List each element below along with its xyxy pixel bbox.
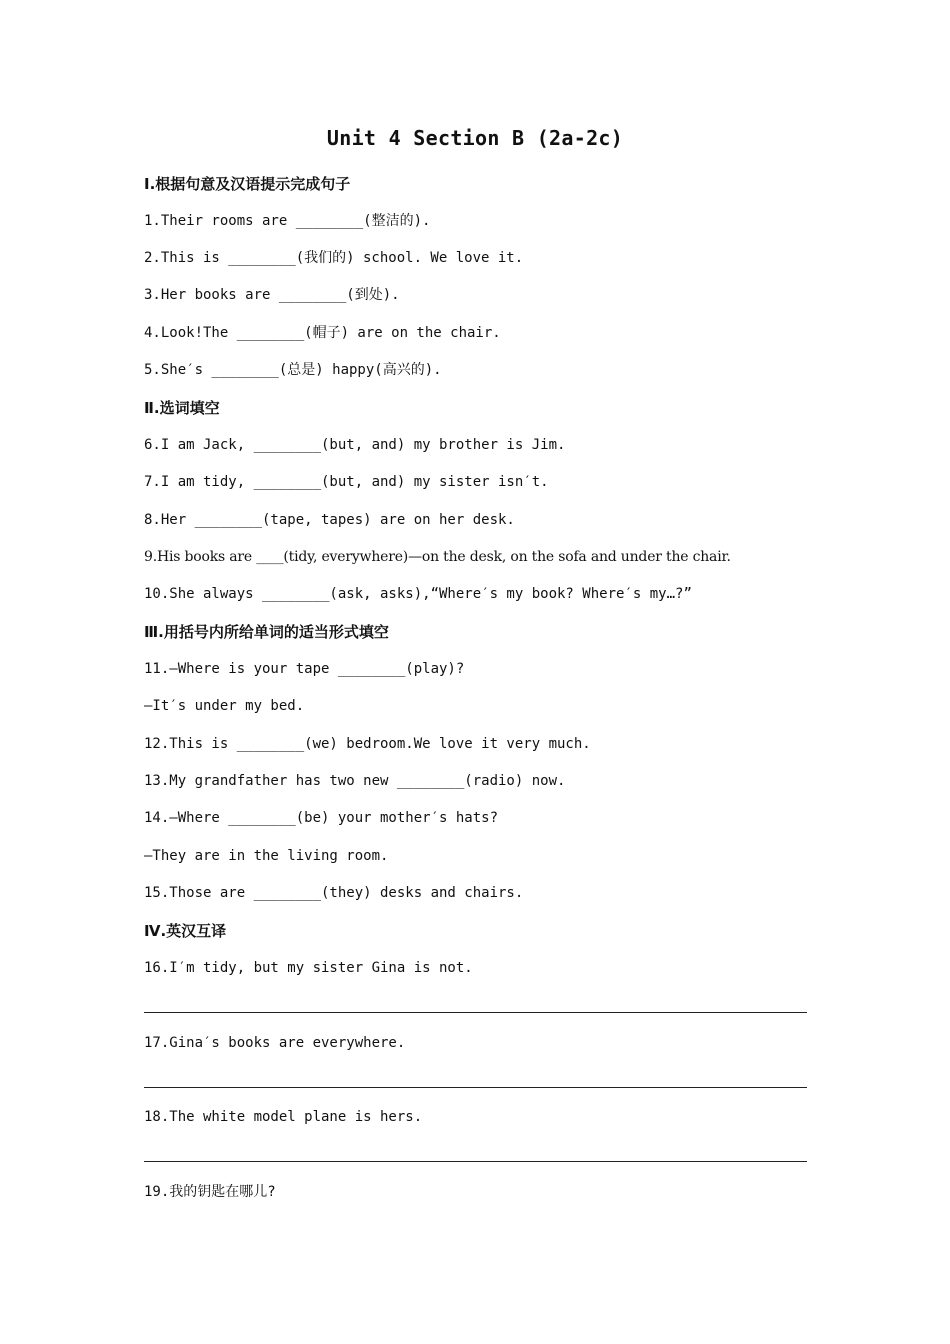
question-5: 5.She′s ________(总是) happy(高兴的). xyxy=(144,362,442,378)
question-17: 17.Gina′s books are everywhere. xyxy=(144,1035,406,1051)
question-18: 18.The white model plane is hers. xyxy=(144,1109,423,1125)
section-heading-1: Ⅰ.根据句意及汉语提示完成句子 xyxy=(144,175,351,193)
question-14: 14.—Where ________(be) your mother′s hats? xyxy=(144,810,499,826)
answer-line-18 xyxy=(144,1161,807,1162)
question-16: 16.I′m tidy, but my sister Gina is not. xyxy=(144,960,473,976)
question-9: 9.His books are ____(tidy, everywhere)—on the desk, on the sofa and under the chair. xyxy=(144,549,731,565)
section-heading-3: Ⅲ.用括号内所给单词的适当形式填空 xyxy=(144,623,389,641)
answer-14: —They are in the living room. xyxy=(144,848,389,864)
answer-line-17 xyxy=(144,1087,807,1088)
question-15: 15.Those are ________(they) desks and chairs. xyxy=(144,885,524,901)
question-10: 10.She always ________(ask, asks),“Where′s my book? Where′s my…?” xyxy=(144,586,692,602)
question-11: 11.—Where is your tape ________(play)? xyxy=(144,661,465,677)
section-heading-4: Ⅳ.英汉互译 xyxy=(144,922,227,940)
section-heading-2: Ⅱ.选词填空 xyxy=(144,399,220,417)
question-7: 7.I am tidy, ________(but, and) my sister isn′t. xyxy=(144,474,549,490)
question-3: 3.Her books are ________(到处). xyxy=(144,287,400,303)
answer-line-16 xyxy=(144,1012,807,1013)
question-13: 13.My grandfather has two new ________(radio) now. xyxy=(144,773,566,789)
page-title: Unit 4 Section B (2a-2c) xyxy=(326,126,624,150)
question-4: 4.Look!The ________(帽子) are on the chair. xyxy=(144,325,501,341)
question-12: 12.This is ________(we) bedroom.We love it very much. xyxy=(144,736,591,752)
question-8: 8.Her ________(tape, tapes) are on her desk. xyxy=(144,512,515,528)
answer-11: —It′s under my bed. xyxy=(144,698,305,714)
question-19: 19.我的钥匙在哪儿? xyxy=(144,1184,276,1200)
question-2: 2.This is ________(我们的) school. We love it. xyxy=(144,250,524,266)
question-1: 1.Their rooms are ________(整洁的). xyxy=(144,213,431,229)
question-6: 6.I am Jack, ________(but, and) my brother is Jim. xyxy=(144,437,566,453)
